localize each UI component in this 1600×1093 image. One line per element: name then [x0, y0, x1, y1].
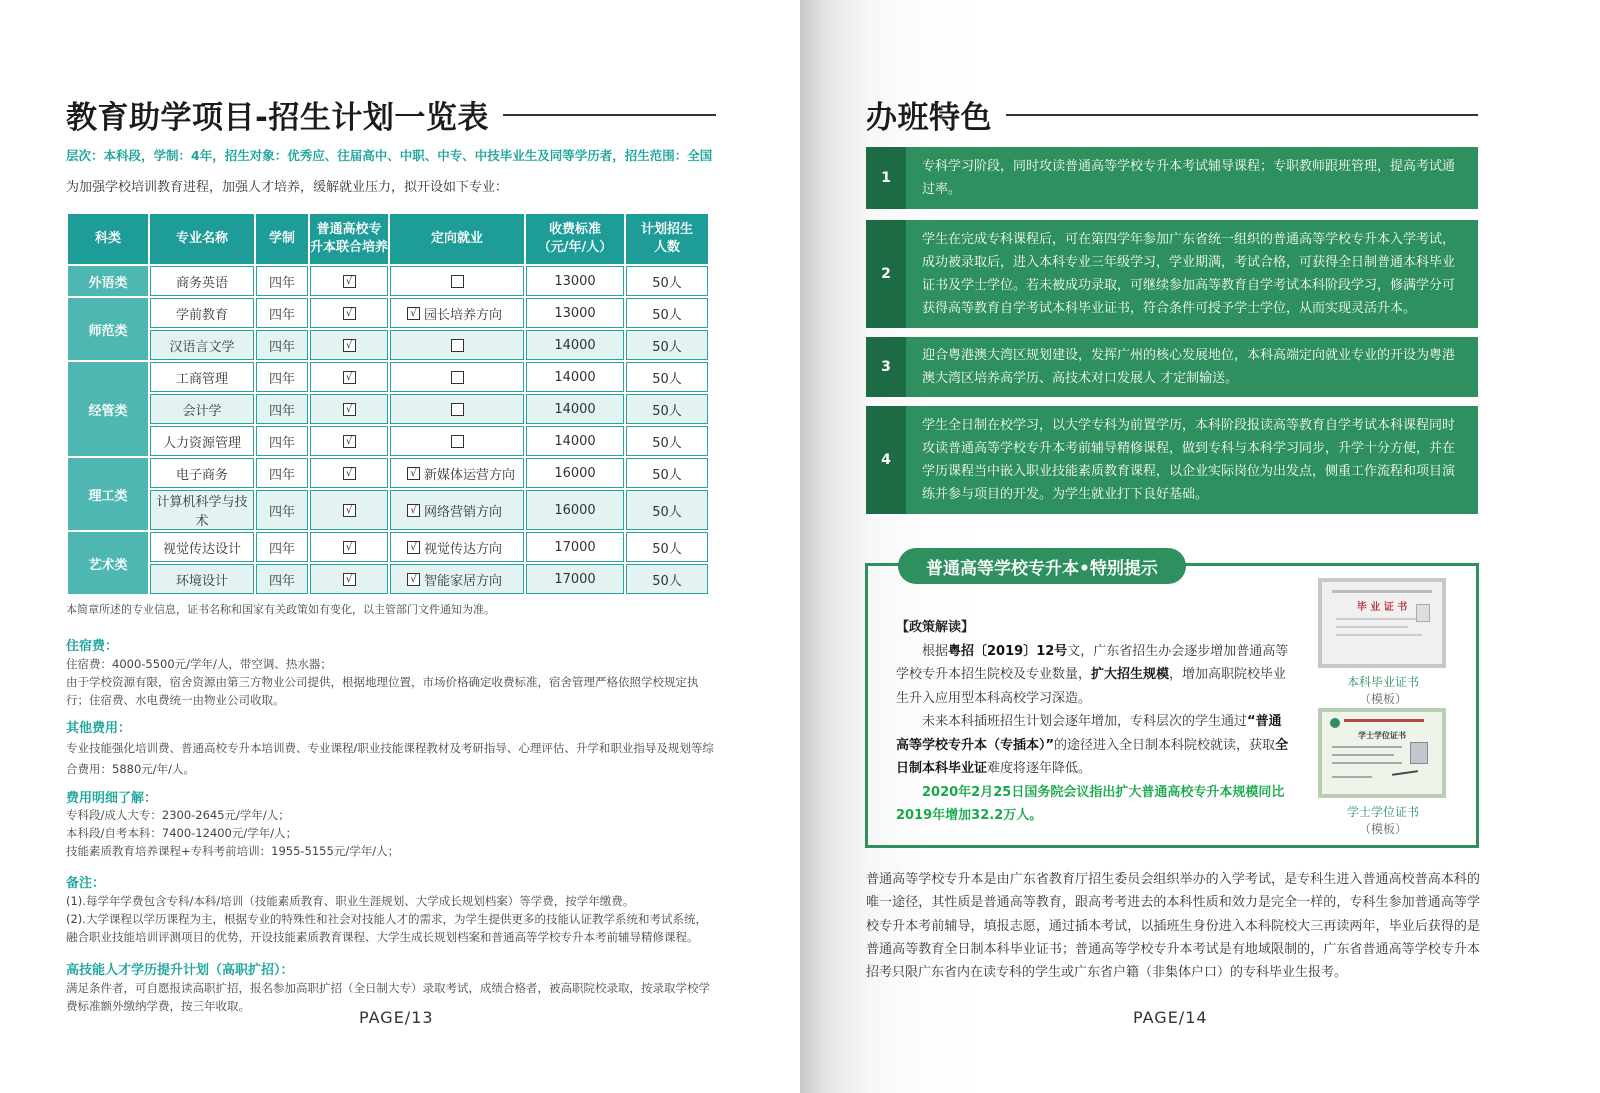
text-bold: 扩大招生规模 [1091, 667, 1170, 682]
cert-caption-sub: （模板） [1358, 692, 1407, 706]
fee-detail-text [66, 806, 716, 860]
major-cell: 计算机科学与技术 [150, 490, 254, 530]
joint-cell [310, 330, 388, 360]
header-line: 科类 [94, 230, 121, 246]
right-page-title: 办班特色 [866, 100, 992, 136]
right-title-row [866, 92, 1478, 137]
feature-number: 3 [866, 337, 906, 397]
table-row [68, 532, 708, 562]
cert-line [1332, 776, 1372, 778]
header-line: 学制 [268, 230, 295, 246]
right-page [800, 0, 1600, 1093]
checkbox-empty-icon [451, 371, 464, 384]
checkbox-empty-icon [451, 339, 464, 352]
quota-cell: 50人 [626, 394, 708, 424]
policy-paragraph-1 [896, 640, 1292, 711]
joint-cell [310, 426, 388, 456]
checkbox-checked-icon: √ [343, 307, 356, 320]
major-cell: 电子商务 [150, 458, 254, 488]
degree-certificate-image [1318, 708, 1446, 798]
text-span: 的途径进入全日制本科院校就读，获取 [1054, 737, 1276, 753]
direction-label: 视觉传达方向 [424, 541, 503, 557]
tip-text [896, 616, 1292, 828]
cert-line [1332, 762, 1402, 764]
checkbox-checked-icon: √ [343, 339, 356, 352]
feature-item [866, 406, 1478, 514]
cert-line [1332, 590, 1432, 593]
fee-detail-line: 专科段/成人大专：2300-2645元/学年/人； [66, 808, 290, 822]
table-header-row [68, 214, 708, 264]
header-line: 普通高校专 [316, 221, 382, 237]
cert-title: 学士学位证书 [1358, 731, 1406, 740]
table-body [68, 266, 708, 594]
fee-cell: 16000 [526, 490, 624, 530]
quota-cell: 50人 [626, 330, 708, 360]
fee-detail-heading: 费用明细了解： [66, 791, 158, 806]
text-span: 根据 [922, 643, 949, 659]
diploma-caption [1313, 674, 1453, 708]
direction-cell [390, 532, 524, 562]
years-cell: 四年 [256, 362, 308, 392]
remarks-line: (1).每学年学费包含专科/本科/培训（技能素质教育、职业生涯规划、大学成长规划档案）等学费，按学年缴费。 [66, 894, 635, 908]
direction-cell [390, 362, 524, 392]
checkbox-checked-icon: √ [343, 275, 356, 288]
category-cell: 经管类 [68, 362, 148, 456]
cert-photo [1410, 742, 1428, 764]
intro-text: 为加强学校培训教育进程，加强人才培养，缓解就业压力，拟开设如下专业： [66, 180, 509, 195]
table-row [68, 490, 708, 530]
checkbox-checked-icon: √ [407, 541, 420, 554]
text-span: 难度将逐年降低。 [987, 761, 1092, 776]
cert-title: 毕 业 证 书 [1356, 602, 1408, 613]
disclaimer: 本简章所述的专业信息，证书名称和国家有关政策如有变化，以主管部门文件通知为准。 [66, 603, 495, 616]
cert-photo [1416, 604, 1430, 622]
header-line: 升本联合培养 [310, 240, 389, 255]
major-cell: 学前教育 [150, 298, 254, 328]
checkbox-checked-icon: √ [343, 467, 356, 480]
direction-cell [390, 394, 524, 424]
category-cell: 外语类 [68, 266, 148, 296]
policy-heading: 【政策解读】 [896, 620, 975, 635]
feature-number: 2 [866, 220, 906, 328]
subtitle: 层次：本科段，学制：4年，招生对象：优秀应、往届高中、中职、中专、中技毕业生及同等学历者，招生范围：全国 [66, 148, 713, 163]
cert-line [1336, 618, 1428, 620]
table-row [68, 394, 708, 424]
header-line: 专业名称 [175, 230, 228, 246]
fee-cell: 14000 [526, 362, 624, 392]
page-number-left: PAGE/13 [359, 1008, 434, 1027]
accommodation-heading: 住宿费： [66, 639, 119, 654]
checkbox-checked-icon: √ [407, 307, 420, 320]
feature-text: 学生全日制在校学习，以大学专科为前置学历，本科阶段报读高等教育自学考试本科课程同时攻读普通高等学校专升本考前辅导精修课程，做到专科与本科学习同步，升学十分方便，并在学历课程当中嵌入职业技能素质教育课程，以企业实际岗位为出发点，侧重工作流程和项目演练并参与项目的开发。为学生就业打下良好基础。 [922, 418, 1456, 502]
fee-cell: 13000 [526, 266, 624, 296]
major-cell: 商务英语 [150, 266, 254, 296]
major-cell: 会计学 [150, 394, 254, 424]
feature-text: 学生在完成专科课程后，可在第四学年参加广东省统一组织的普通高等学校专升本入学考试，成功被录取后，进入本科专业三年级学习，学业期满，考试合格，可获得全日制普通本科毕业证书及学士学位。若未被成功录取，可继续参加高等教育自学考试本科阶段学习，修满学分可获得高等教育自学考试本科毕业证书，符合条件可授予学士学位，从而实现灵活升本。 [922, 232, 1456, 316]
feature-item [866, 220, 1478, 328]
checkbox-empty-icon [451, 275, 464, 288]
table-header-cell [626, 214, 708, 264]
years-cell: 四年 [256, 394, 308, 424]
text-bold: 粤招〔2019〕12号 [948, 643, 1068, 659]
joint-cell [310, 564, 388, 594]
direction-cell [390, 330, 524, 360]
checkbox-checked-icon: √ [407, 504, 420, 517]
table-row [68, 362, 708, 392]
joint-cell [310, 362, 388, 392]
years-cell: 四年 [256, 330, 308, 360]
accommodation-line: 由于学校资源有限，宿舍资源由第三方物业公司提供，根据地理位置，市场价格确定收费标准，宿舍管理严格依照学校规定执行；住宿费、水电费统一由物业公司收取。 [66, 675, 699, 707]
table-header-cell [526, 214, 624, 264]
remarks-heading: 备注： [66, 876, 106, 891]
checkbox-checked-icon: √ [343, 435, 356, 448]
checkbox-checked-icon: √ [343, 541, 356, 554]
checkbox-checked-icon: √ [407, 467, 420, 480]
fee-cell: 17000 [526, 532, 624, 562]
direction-label: 网络营销方向 [424, 504, 503, 520]
table-row [68, 458, 708, 488]
header-line: 计划招生 [640, 221, 693, 237]
table-header-cell [68, 214, 148, 264]
checkbox-checked-icon: √ [343, 573, 356, 586]
quota-cell: 50人 [626, 266, 708, 296]
direction-cell [390, 490, 524, 530]
cert-line [1332, 754, 1394, 756]
other-fees-text: 专业技能强化培训费、普通高校专升本培训费、专业课程/职业技能课程教材及考研指导、心理评估、升学和职业指导及规划等综合费用：5880元/年/人。 [66, 741, 714, 776]
quota-cell: 50人 [626, 426, 708, 456]
major-cell: 视觉传达设计 [150, 532, 254, 562]
checkbox-checked-icon: √ [343, 371, 356, 384]
feature-item [866, 337, 1478, 397]
table-row [68, 564, 708, 594]
years-cell: 四年 [256, 564, 308, 594]
joint-cell [310, 490, 388, 530]
joint-cell [310, 266, 388, 296]
joint-cell [310, 394, 388, 424]
category-cell: 师范类 [68, 298, 148, 360]
header-line: 收费标准 [548, 221, 601, 237]
cert-line [1344, 719, 1424, 722]
direction-label: 智能家居方向 [424, 573, 503, 589]
quota-cell: 50人 [626, 362, 708, 392]
degree-caption [1313, 804, 1453, 838]
accommodation-text [66, 655, 716, 709]
table-header-cell [390, 214, 524, 264]
table-header-cell [310, 214, 388, 264]
checkbox-empty-icon [451, 435, 464, 448]
fee-cell: 14000 [526, 330, 624, 360]
major-cell: 环境设计 [150, 564, 254, 594]
fee-cell: 14000 [526, 394, 624, 424]
accommodation-line: 住宿费：4000-5500元/学年/人，带空调、热水器； [66, 657, 332, 671]
table-header-cell [256, 214, 308, 264]
category-cell: 艺术类 [68, 532, 148, 594]
cert-caption-title: 本科毕业证书 [1346, 675, 1419, 689]
fee-cell: 13000 [526, 298, 624, 328]
direction-label: 新媒体运营方向 [424, 467, 516, 483]
title-rule [1006, 114, 1478, 116]
header-line: 定向就业 [430, 230, 483, 246]
quota-cell: 50人 [626, 490, 708, 530]
page-number-right: PAGE/14 [1133, 1008, 1208, 1027]
category-cell: 理工类 [68, 458, 148, 530]
text-span: ，增加高职院校毕业生升入应用型本科高校学习深造。 [896, 667, 1287, 706]
table-header-cell [150, 214, 254, 264]
cert-line [1336, 626, 1408, 628]
text-bold: 全日制本科毕业证 [896, 737, 1289, 776]
high-skill-heading: 高技能人才学历提升计划（高职扩招）： [66, 963, 294, 978]
page-title: 教育助学项目-招生计划一览表 [66, 100, 489, 136]
policy-highlight: 2020年2月25日国务院会议指出扩大普通高校专升本规模同比2019年增加32.2万人。 [896, 784, 1285, 823]
cert-line [1332, 746, 1402, 748]
text-bold: “普通高等学校专升本（专插本）” [896, 714, 1282, 753]
feature-number: 4 [866, 406, 906, 514]
remarks-text [66, 892, 716, 946]
table-row [68, 426, 708, 456]
text-span: 未来本科插班招生计划会逐年增加，专科层次的学生通过 [922, 714, 1248, 729]
quota-cell: 50人 [626, 298, 708, 328]
text-span: 文，广东省招生办会逐步增加普通高等学校专升本招生院校及专业数量， [896, 643, 1289, 682]
cert-caption-sub: （模板） [1358, 822, 1407, 836]
remarks-line: (2).大学课程以学历课程为主，根据专业的特殊性和社会对技能人才的需求，为学生提供更多的技能认证教学系统和考试系统，融合职业技能培训评测项目的优势，开设技能素质教育课程、大学生成长规划档案和普通高等学校专升本考前辅导精修课程。 [66, 912, 707, 944]
cert-caption-title: 学士学位证书 [1346, 805, 1419, 819]
joint-cell [310, 298, 388, 328]
page-title-row [66, 92, 716, 137]
table-row [68, 298, 708, 328]
checkbox-checked-icon: √ [407, 573, 420, 586]
table-row [68, 330, 708, 360]
joint-cell [310, 458, 388, 488]
direction-cell [390, 426, 524, 456]
fee-detail-line: 本科段/自考本科：7400-12400元/学年/人； [66, 826, 298, 840]
direction-cell [390, 564, 524, 594]
header-line: （元/年/人） [537, 240, 613, 255]
direction-cell [390, 266, 524, 296]
other-fees-heading: 其他费用： [66, 721, 132, 736]
checkbox-empty-icon [451, 403, 464, 416]
feature-text: 专科学习阶段，同时攻读普通高等学校专升本考试辅导课程；专职教师跟班管理，提高考试通过率。 [922, 159, 1456, 197]
direction-cell [390, 458, 524, 488]
diploma-certificate-image [1318, 578, 1446, 668]
years-cell: 四年 [256, 490, 308, 530]
checkbox-checked-icon: √ [343, 504, 356, 517]
fee-cell: 14000 [526, 426, 624, 456]
quota-cell: 50人 [626, 532, 708, 562]
fee-cell: 16000 [526, 458, 624, 488]
cert-line [1336, 634, 1422, 636]
major-cell: 汉语言文学 [150, 330, 254, 360]
direction-label: 园长培养方向 [424, 307, 503, 323]
years-cell: 四年 [256, 266, 308, 296]
years-cell: 四年 [256, 298, 308, 328]
high-skill-text: 满足条件者，可自愿报读高职扩招，报名参加高职扩招（全日制大专）录取考试，成绩合格者，被高职院校录取，按录取学校学费标准额外缴纳学费，按三年收取。 [66, 981, 710, 1013]
seal-icon [1330, 718, 1340, 728]
signature-stroke [1392, 770, 1418, 776]
major-cell: 人力资源管理 [150, 426, 254, 456]
major-cell: 工商管理 [150, 362, 254, 392]
title-rule [503, 114, 716, 116]
header-line: 人数 [653, 240, 680, 255]
feature-number: 1 [866, 147, 906, 209]
enrollment-table [66, 212, 710, 596]
special-tip-box [865, 558, 1479, 848]
tip-badge: 普通高等学校专升本•特别提示 [898, 548, 1186, 584]
fee-cell: 17000 [526, 564, 624, 594]
bottom-paragraph: 普通高等学校专升本是由广东省教育厅招生委员会组织举办的入学考试，是专科生进入普通高校普高本科的唯一途径，其性质是普通高等教育，跟高考考进去的本科性质和效力是完全一样的，专科生参加普通高等学校专升本考前辅导，填报志愿，通过插本考试，以插班生身份进入本科院校大三再读两年，毕业后获得的是普通高等教育全日制本科毕业证书；普通高等学校专升本考试是有地域限制的，广东省普通高等学校专升本招考只限广东省内在读专科的学生或广东省户籍（非集体户口）的专科毕业生报考。 [866, 872, 1480, 981]
quota-cell: 50人 [626, 564, 708, 594]
quota-cell: 50人 [626, 458, 708, 488]
feature-item [866, 147, 1478, 209]
feature-text: 迎合粤港澳大湾区规划建设，发挥广州的核心发展地位，本科高端定向就业专业的开设为粤港澳大湾区培养高学历、高技术对口发展人 才定制输送。 [922, 348, 1456, 386]
fee-detail-line: 技能素质教育培养课程+专科考前培训：1955-5155元/学年/人； [66, 844, 400, 858]
years-cell: 四年 [256, 426, 308, 456]
direction-cell [390, 298, 524, 328]
years-cell: 四年 [256, 532, 308, 562]
years-cell: 四年 [256, 458, 308, 488]
policy-paragraph-2 [896, 710, 1292, 781]
table-row [68, 266, 708, 296]
checkbox-checked-icon: √ [343, 403, 356, 416]
joint-cell [310, 532, 388, 562]
